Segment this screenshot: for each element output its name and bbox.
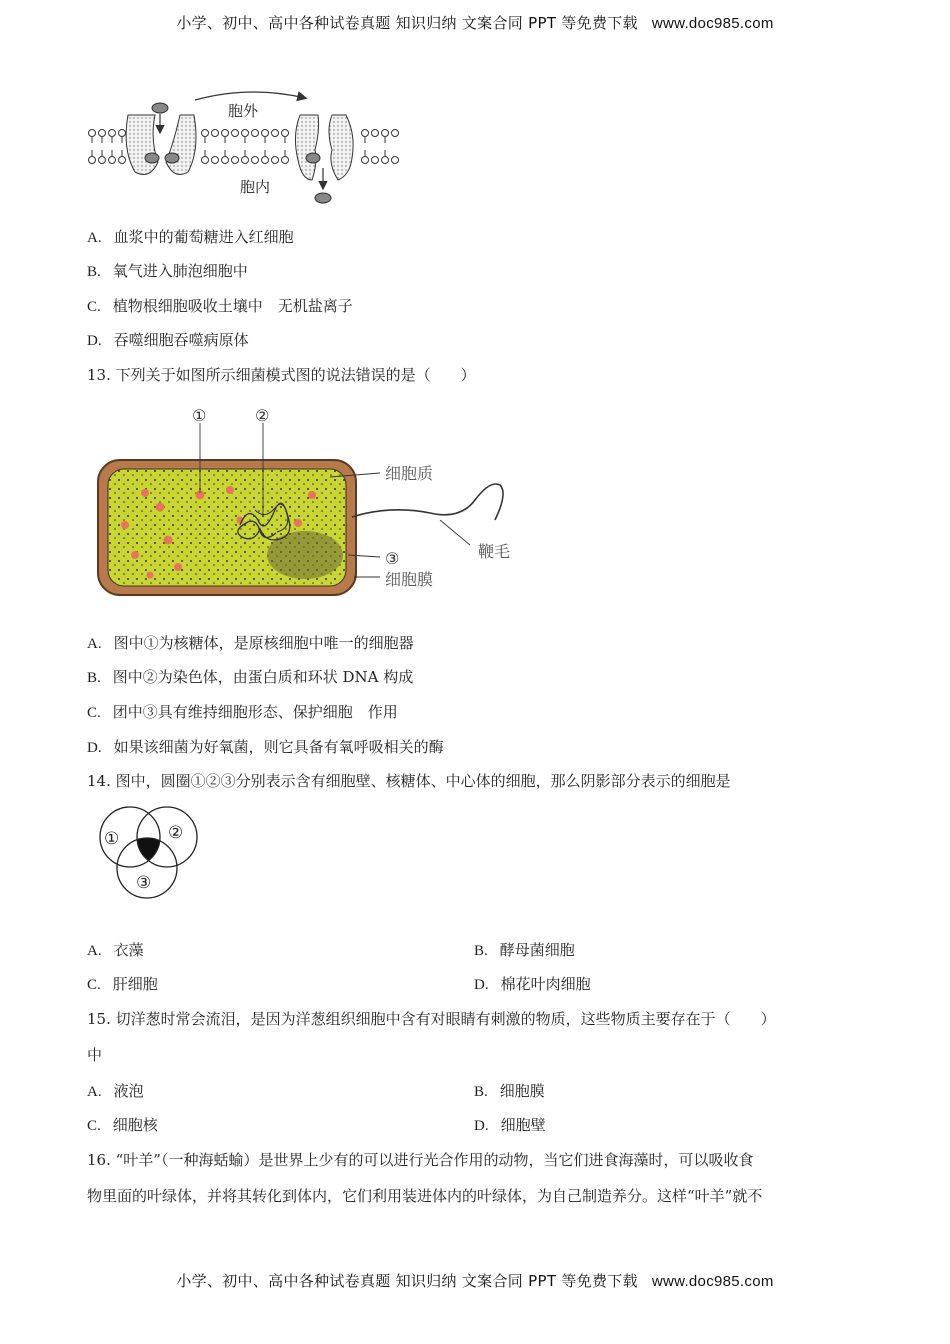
q15-option-b[interactable]: B. 细胞膜 xyxy=(474,1082,545,1100)
q13-option-b[interactable]: B. 图中②为染色体，由蛋白质和环状 DNA 构成 xyxy=(87,668,414,686)
q16-stem-line2: 物里面的叶绿体，并将其转化到体内，它们利用装进体内的叶绿体，为自己制造养分。这样“叶羊”就不 xyxy=(87,1187,763,1205)
venn-label-1: ① xyxy=(104,829,120,849)
header-url[interactable]: www.doc985.com xyxy=(651,15,774,32)
page-footer xyxy=(0,1270,950,1291)
bacterium-label-flagellum: 鞭毛 xyxy=(478,542,511,561)
membrane-transport-figure xyxy=(80,80,410,210)
q15-option-d[interactable]: D. 细胞壁 xyxy=(474,1116,546,1134)
q12-option-b[interactable]: B. 氧气进入肺泡细胞中 xyxy=(87,262,248,280)
footer-text: 小学、初中、高中各种试卷真题 知识归纳 文案合同 PPT 等免费下载 xyxy=(176,1272,638,1290)
q12-option-a[interactable]: A. 血浆中的葡萄糖进入红细胞 xyxy=(87,228,294,246)
header-text: 小学、初中、高中各种试卷真题 知识归纳 文案合同 PPT 等免费下载 xyxy=(176,14,638,32)
bacterium-label-cytoplasm: 细胞质 xyxy=(385,464,434,483)
q12-option-d[interactable]: D. 吞噬细胞吞噬病原体 xyxy=(87,331,249,349)
bacterium-label-1: ① xyxy=(192,406,207,425)
bacterium-label-3: ③ xyxy=(385,549,400,568)
q15-option-a[interactable]: A. 液泡 xyxy=(87,1082,144,1100)
q14-option-a[interactable]: A. 衣藻 xyxy=(87,941,144,959)
q15-stem-line1: 15. 切洋葱时常会流泪，是因为洋葱组织细胞中含有对眼睛有刺激的物质，这些物质主要存在于（ ） xyxy=(87,1010,776,1028)
q14-option-d[interactable]: D. 棉花叶肉细胞 xyxy=(474,975,591,993)
q12-option-c[interactable]: C. 植物根细胞吸收土壤中 无机盐离子 xyxy=(87,297,353,315)
venn-label-3: ③ xyxy=(136,873,152,893)
q16-stem-line1: 16. “叶羊”（一种海蛞蝓）是世界上少有的可以进行光合作用的动物，当它们进食海藻时，可以吸收食 xyxy=(87,1151,754,1169)
q15-option-c[interactable]: C. 细胞核 xyxy=(87,1116,158,1134)
footer-url[interactable]: www.doc985.com xyxy=(651,1273,774,1290)
q15-stem-line2: 中 xyxy=(87,1046,103,1064)
q13-stem: 13. 下列关于如图所示细菌模式图的说法错误的是（ ） xyxy=(87,366,476,384)
q14-option-b[interactable]: B. 酵母菌细胞 xyxy=(474,941,575,959)
page-header xyxy=(0,12,950,33)
q13-option-a[interactable]: A. 图中①为核糖体，是原核细胞中唯一的细胞器 xyxy=(87,634,414,652)
label-inside: 胞内 xyxy=(240,178,271,196)
q13-option-d[interactable]: D. 如果该细菌为好氧菌，则它具备有氧呼吸相关的酶 xyxy=(87,738,444,756)
bacterium-label-membrane: 细胞膜 xyxy=(385,570,434,589)
bacterium-figure xyxy=(90,405,530,605)
q13-option-c[interactable]: C. 团中③具有维持细胞形态、保护细胞 作用 xyxy=(87,703,398,721)
q14-stem: 14. 图中，圆圈①②③分别表示含有细胞壁、核糖体、中心体的细胞，那么阴影部分表示的细胞是 xyxy=(87,772,731,790)
bacterium-label-2: ② xyxy=(255,406,270,425)
venn-figure xyxy=(92,802,207,902)
label-outside: 胞外 xyxy=(228,102,259,120)
venn-label-2: ② xyxy=(168,823,184,843)
q14-option-c[interactable]: C. 肝细胞 xyxy=(87,975,158,993)
